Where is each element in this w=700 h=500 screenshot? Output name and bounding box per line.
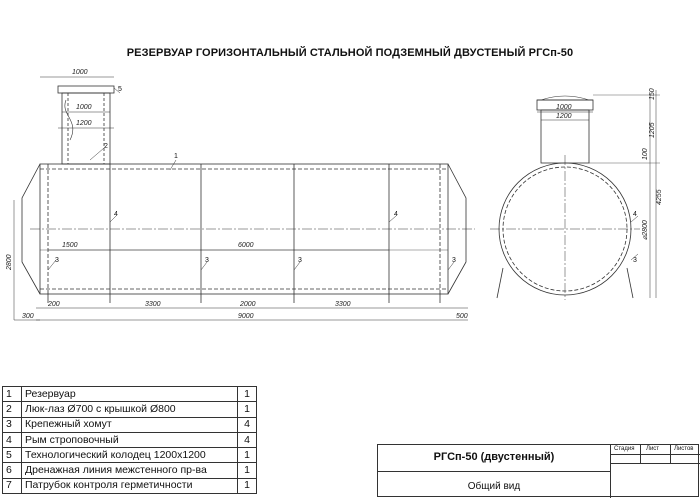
spec-num: 1 [3,387,22,402]
dim-height-left: 2800 [6,254,13,270]
spec-num: 2 [3,402,22,417]
dim-end-left: 300 [22,313,34,320]
spec-num: 4 [3,432,22,447]
spec-num: 7 [3,478,22,493]
spec-name: Люк-лаз Ø700 с крышкой Ø800 [22,402,238,417]
spec-qty: 1 [238,387,257,402]
spec-row [3,478,257,493]
drawing-title: РЕЗЕРВУАР ГОРИЗОНТАЛЬНЫЙ СТАЛЬНОЙ ПОДЗЕМНЫЙ ДВУСТЕНЫЙ РГСп-50 [126,47,574,59]
spec-num: 5 [3,448,22,463]
dim-neck-inner: 1000 [76,104,92,111]
spec-row [3,402,257,417]
dim-side-dia: ⌀2800 [642,220,649,240]
dim-side-100: 100 [642,148,649,160]
spec-name: Технологический колодец 1200х1200 [22,448,238,463]
spec-name: Крепежный хомут [22,417,238,432]
callout-2: 2 [104,143,108,150]
callout-4-left: 4 [114,211,118,218]
dim-side-1205: 1205 [649,122,656,138]
callout-3-mid1: 3 [205,257,209,264]
spec-qty: 1 [238,478,257,493]
spec-qty: 1 [238,463,257,478]
view-name: Общий вид [467,481,521,492]
spec-row [3,463,257,478]
spec-name: Дренажная линия межстенного пр-ва [22,463,238,478]
specification-table [2,386,257,494]
dim-seg-mid: 2000 [240,301,256,308]
spec-num: 3 [3,417,22,432]
spec-qty: 1 [238,448,257,463]
dim-spacing-mid: 6000 [238,242,254,249]
dim-neck-outer: 1200 [76,120,92,127]
dim-side-top: 1000 [556,104,572,111]
callout-1: 1 [174,153,178,160]
dim-spacing-left: 1500 [62,242,78,249]
spec-name: Патрубок контроля герметичности [22,478,238,493]
stamp-stage-label: Стадия [614,446,635,452]
callout-4-right: 4 [394,211,398,218]
dim-seg-end-left: 200 [48,301,60,308]
callout-5: 5 [118,86,122,93]
callout-3-mid2: 3 [298,257,302,264]
callout-3-left: 3 [55,257,59,264]
spec-qty: 4 [238,417,257,432]
dim-side-150: 150 [649,88,656,100]
spec-row [3,448,257,463]
manhole-cap [58,86,114,93]
dim-total-len: 9000 [238,313,254,320]
dim-seg-left: 3300 [145,301,161,308]
spec-row [3,387,257,402]
dim-side-4255: 4255 [656,189,663,205]
spec-row [3,432,257,447]
dim-side-neck: 1200 [556,113,572,120]
spec-row [3,417,257,432]
title-block [377,444,699,497]
spec-num: 6 [3,463,22,478]
dim-seg-right: 3300 [335,301,351,308]
spec-qty: 1 [238,402,257,417]
callout-3-side: 3 [633,257,637,264]
spec-name: Резервуар [22,387,238,402]
callout-4-side: 4 [633,211,637,218]
stamp-sheet-label: Лист [646,446,660,452]
stamp-sheets-label: Листов [674,446,694,452]
dim-neck-top: 1000 [72,69,88,76]
dim-end-right: 500 [456,313,468,320]
callout-3-right: 3 [452,257,456,264]
spec-name: Рым строповочный [22,432,238,447]
spec-qty: 4 [238,432,257,447]
document-name: РГСп-50 (двустенный) [433,451,555,463]
